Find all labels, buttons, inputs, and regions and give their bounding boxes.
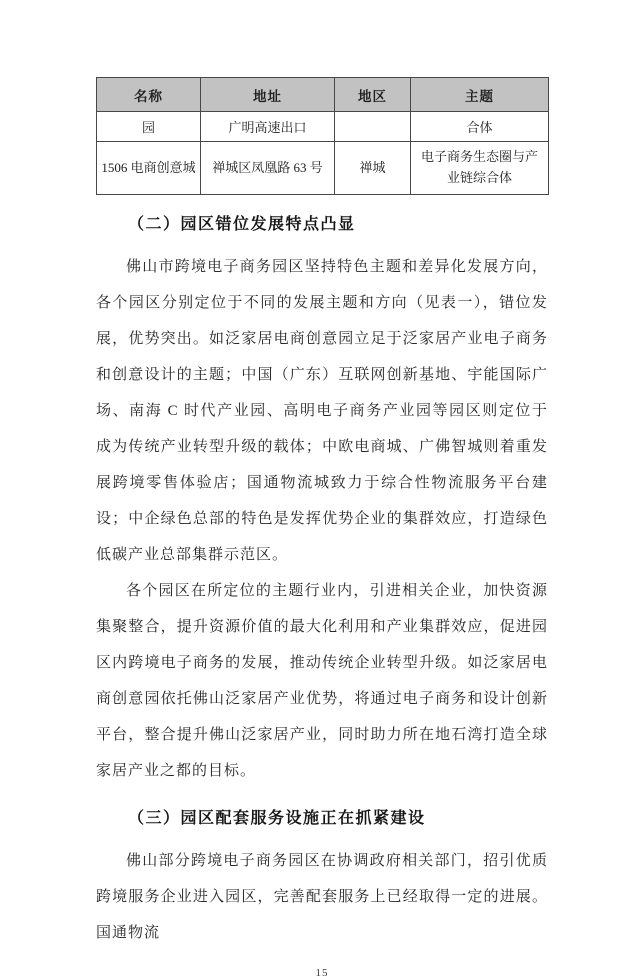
table-header-district: 地区 [335, 78, 411, 112]
table-cell-name: 1506 电商创意城 [97, 142, 201, 195]
paragraph-supporting-services: 佛山部分跨境电子商务园区在协调政府相关部门，招引优质跨境服务企业进入园区，完善配套服务上已经取得一定的进展。国通物流 [96, 853, 548, 941]
table-cell-name: 园 [97, 112, 201, 142]
table-cell-address: 禅城区凤凰路 63 号 [201, 142, 335, 195]
table-row [97, 142, 549, 195]
parks-table [96, 77, 549, 195]
section-heading-3: （三）园区配套服务设施正在抓紧建设 [128, 810, 426, 827]
table-cell-theme: 合体 [411, 112, 549, 142]
paragraph-parks-positioning: 佛山市跨境电子商务园区坚持特色主题和差异化发展方向，各个园区分别定位于不同的发展主题和方向（见表一），错位发展，优势突出。如泛家居电商创意园立足于泛家居产业电子商务和创意设计的主题；中国（广东）互联网创新基地、宇能国际广场、南海 C 时代产业园、高明电子商务产业园等园区则定位于成为传统产业转型升级的载体；中欧电商城、广佛智城则着重发展跨境零售体验店；国通物流城致力于综合性物流服务平台建设；中企绿色总部的特色是发挥优势企业的集群效应，打造绿色低碳产业总部集群示范区。 [96, 259, 548, 563]
table-cell-district: 禅城 [335, 142, 411, 195]
table-cell-district [335, 112, 411, 142]
table-header-theme: 主题 [411, 78, 549, 112]
table-header-name: 名称 [97, 78, 201, 112]
table-cell-address: 广明高速出口 [201, 112, 335, 142]
page-number: 15 [315, 967, 329, 979]
paragraph-parks-integration: 各个园区在所定位的主题行业内，引进相关企业，加快资源集聚整合，提升资源价值的最大化利用和产业集群效应，促进园区内跨境电子商务的发展，推动传统企业转型升级。如泛家居电商创意园依托佛山泛家居产业优势，将通过电子商务和设计创新平台，整合提升佛山泛家居产业，同时助力所在地石湾打造全球家居产业之都的目标。 [96, 583, 548, 779]
table-header-address: 地址 [201, 78, 335, 112]
table-cell-theme: 电子商务生态圈与产业链综合体 [411, 142, 549, 195]
section-heading-2: （二）园区错位发展特点凸显 [128, 216, 356, 233]
table-row [97, 112, 549, 142]
table-header-row [97, 78, 549, 112]
